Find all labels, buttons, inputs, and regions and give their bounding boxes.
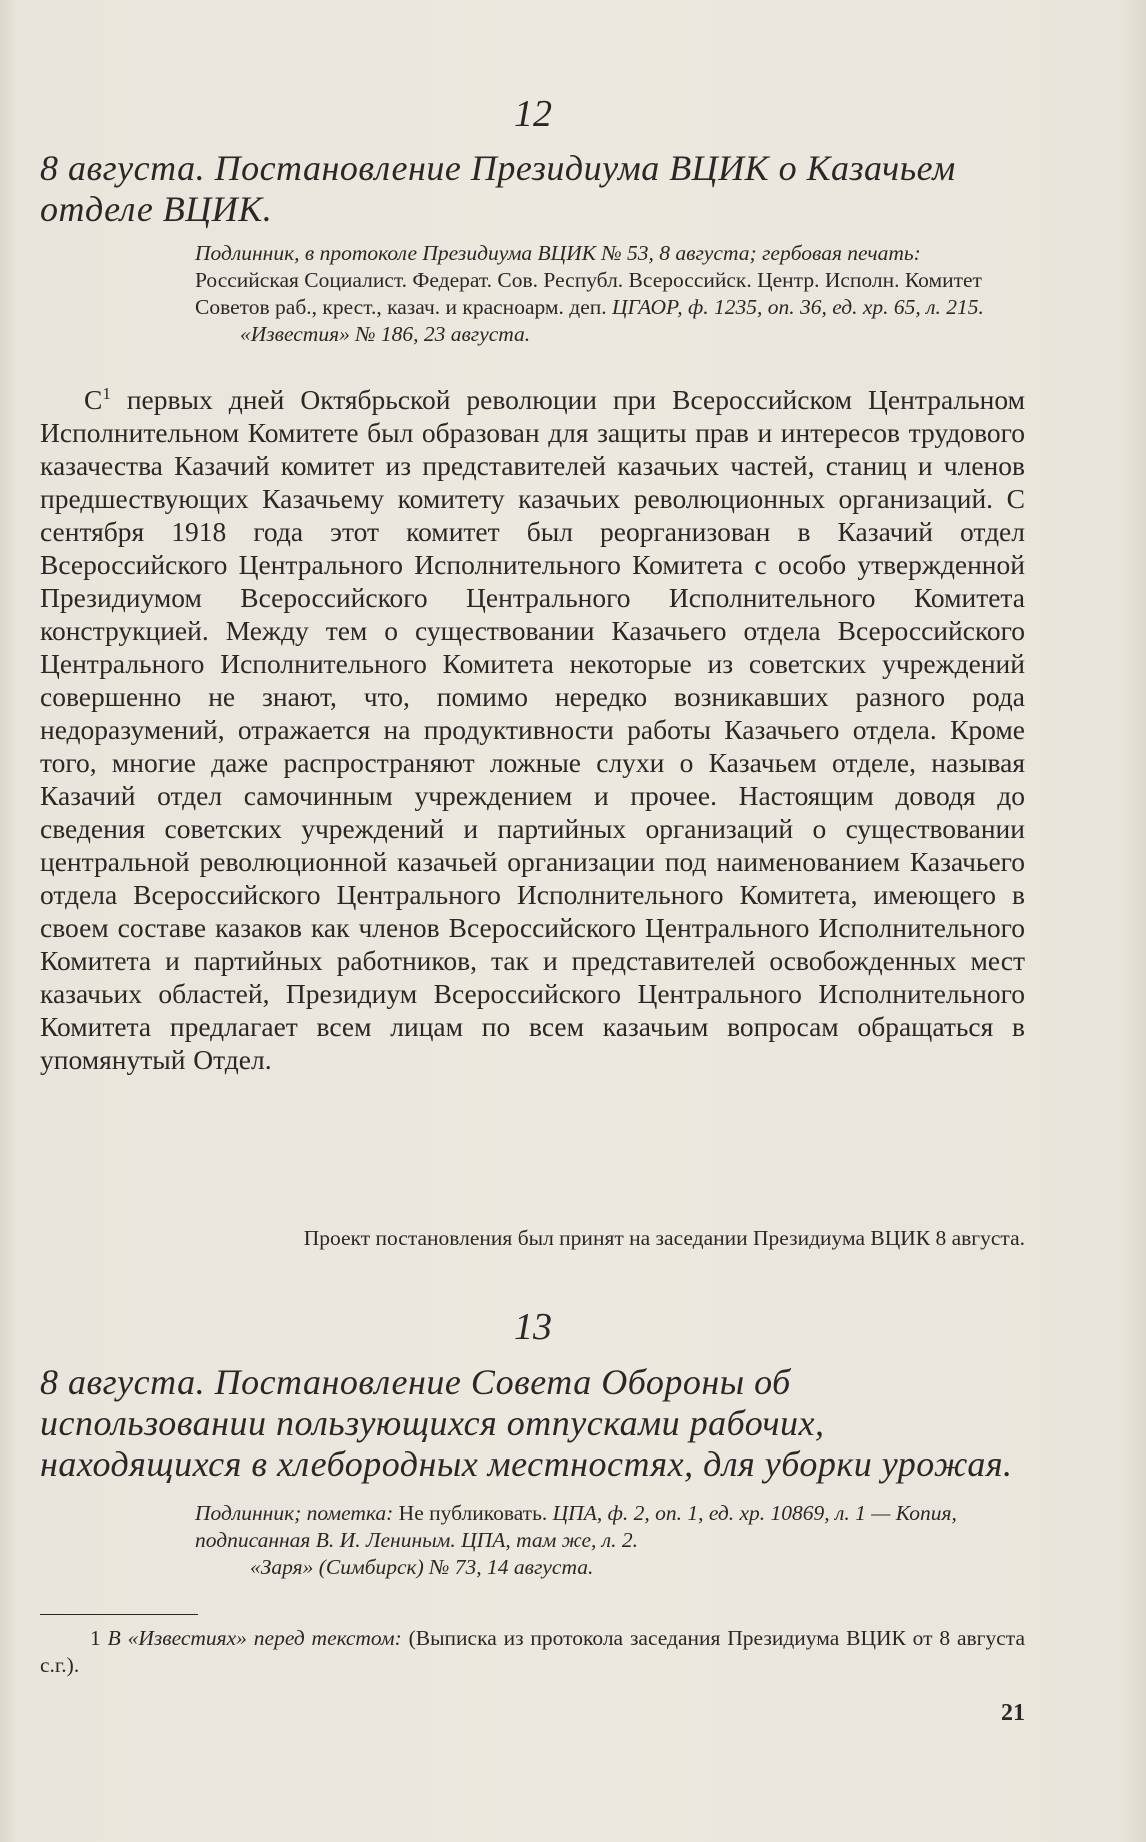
footnote-text: (Выписка из протокола заседания Президиума ВЦИК от 8 августа с.г.). xyxy=(40,1626,1025,1677)
body-first-letter: С xyxy=(84,384,103,415)
document-12-body xyxy=(40,383,1025,1076)
footnote-reference: 1 xyxy=(102,383,111,403)
publication-reference: «Известия» № 186, 23 августа. xyxy=(240,322,531,346)
footnote-label: В «Известиях» перед текстом: xyxy=(100,1626,402,1650)
stamp-text: Российская Социалист. Федерат. Сов. Республ. Всероссийск. Центр. Исполн. Комитет Советов раб., крест., казач. и красноарм. деп. xyxy=(195,268,982,319)
footnote-marker: 1 xyxy=(90,1626,101,1650)
document-13-source xyxy=(195,1500,1025,1581)
body-paragraph: первых дней Октябрьской революции при Всероссийском Центральном Исполнительном Комитете был образован для защиты прав и интересов трудового казачества Казачий комитет из представителей казачьих частей, станиц и членов предшествующих Казачьему комитету казачьих революционных организаций. С сентября 1918 года этот комитет был реорганизован в Казачий отдел Всероссийского Центрального Исполнительного Комитета с особо утвержденной Президиумом Всероссийского Центрального Исполнительного Комитета конструкцией. Между тем о существовании Казачьего отдела Всероссийского Центрального Исполнительного Комитета некоторые из советских учреждений совершенно не знают, что, помимо нередко возникавших разного рода недоразумений, отражается на продуктивности работы Казачьего отдела. Кроме того, многие даже распространяют ложные слухи о Казачьем отделе, называя Казачий отдел самочинным учреждением и прочее. Настоящим доводя до сведения советских учреждений и партийных организаций о существовании центральной революционной казачьей организации под наименованием Казачьего отдела Всероссийского Центрального Исполнительного Комитета, имеющего в своем составе казаков как членов Всероссийского Центрального Исполнительного Комитета и партийных работников, так и представителей освобожденных мест казачьих областей, Президиум Всероссийского Центрального Исполнительного Комитета предлагает всем лицам по всем казачьим вопросам обращаться в упомянутый Отдел. xyxy=(40,384,1025,1075)
document-13-title: 8 августа. Постановление Совета Обороны об использовании пользующихся отпусками рабочих, находящихся в хлебородных местностях, для уборки урожая. xyxy=(40,1362,1013,1484)
page-number: 21 xyxy=(1001,1700,1025,1726)
footnote-divider xyxy=(40,1614,198,1615)
document-number-12: 12 xyxy=(514,93,552,135)
archive-reference: ЦПА, ф. 2, оп. 1, ед. хр. 10869, л. 1 — Копия, подписанная В. И. Лениным. ЦПА, там же, л. 2. xyxy=(195,1501,957,1552)
document-12-source xyxy=(195,240,1025,348)
document-12-title: 8 августа. Постановление Президиума ВЦИК о Казачьем отделе ВЦИК. xyxy=(40,148,956,229)
source-label: Подлинник; пометка: xyxy=(195,1501,394,1525)
source-mark: Не публиковать. xyxy=(393,1501,548,1525)
archive-reference: ЦГАОР, ф. 1235, оп. 36, ед. хр. 65, л. 215. xyxy=(606,295,984,319)
source-label: Подлинник, в протоколе Президиума ВЦИК № 53, 8 августа; гербовая печать: xyxy=(195,241,921,265)
document-12-note: Проект постановления был принят на заседании Президиума ВЦИК 8 августа. xyxy=(303,1226,1025,1250)
document-number-13: 13 xyxy=(514,1306,552,1348)
publication-reference: «Заря» (Симбирск) № 73, 14 августа. xyxy=(250,1555,594,1579)
footnote xyxy=(40,1625,1025,1679)
